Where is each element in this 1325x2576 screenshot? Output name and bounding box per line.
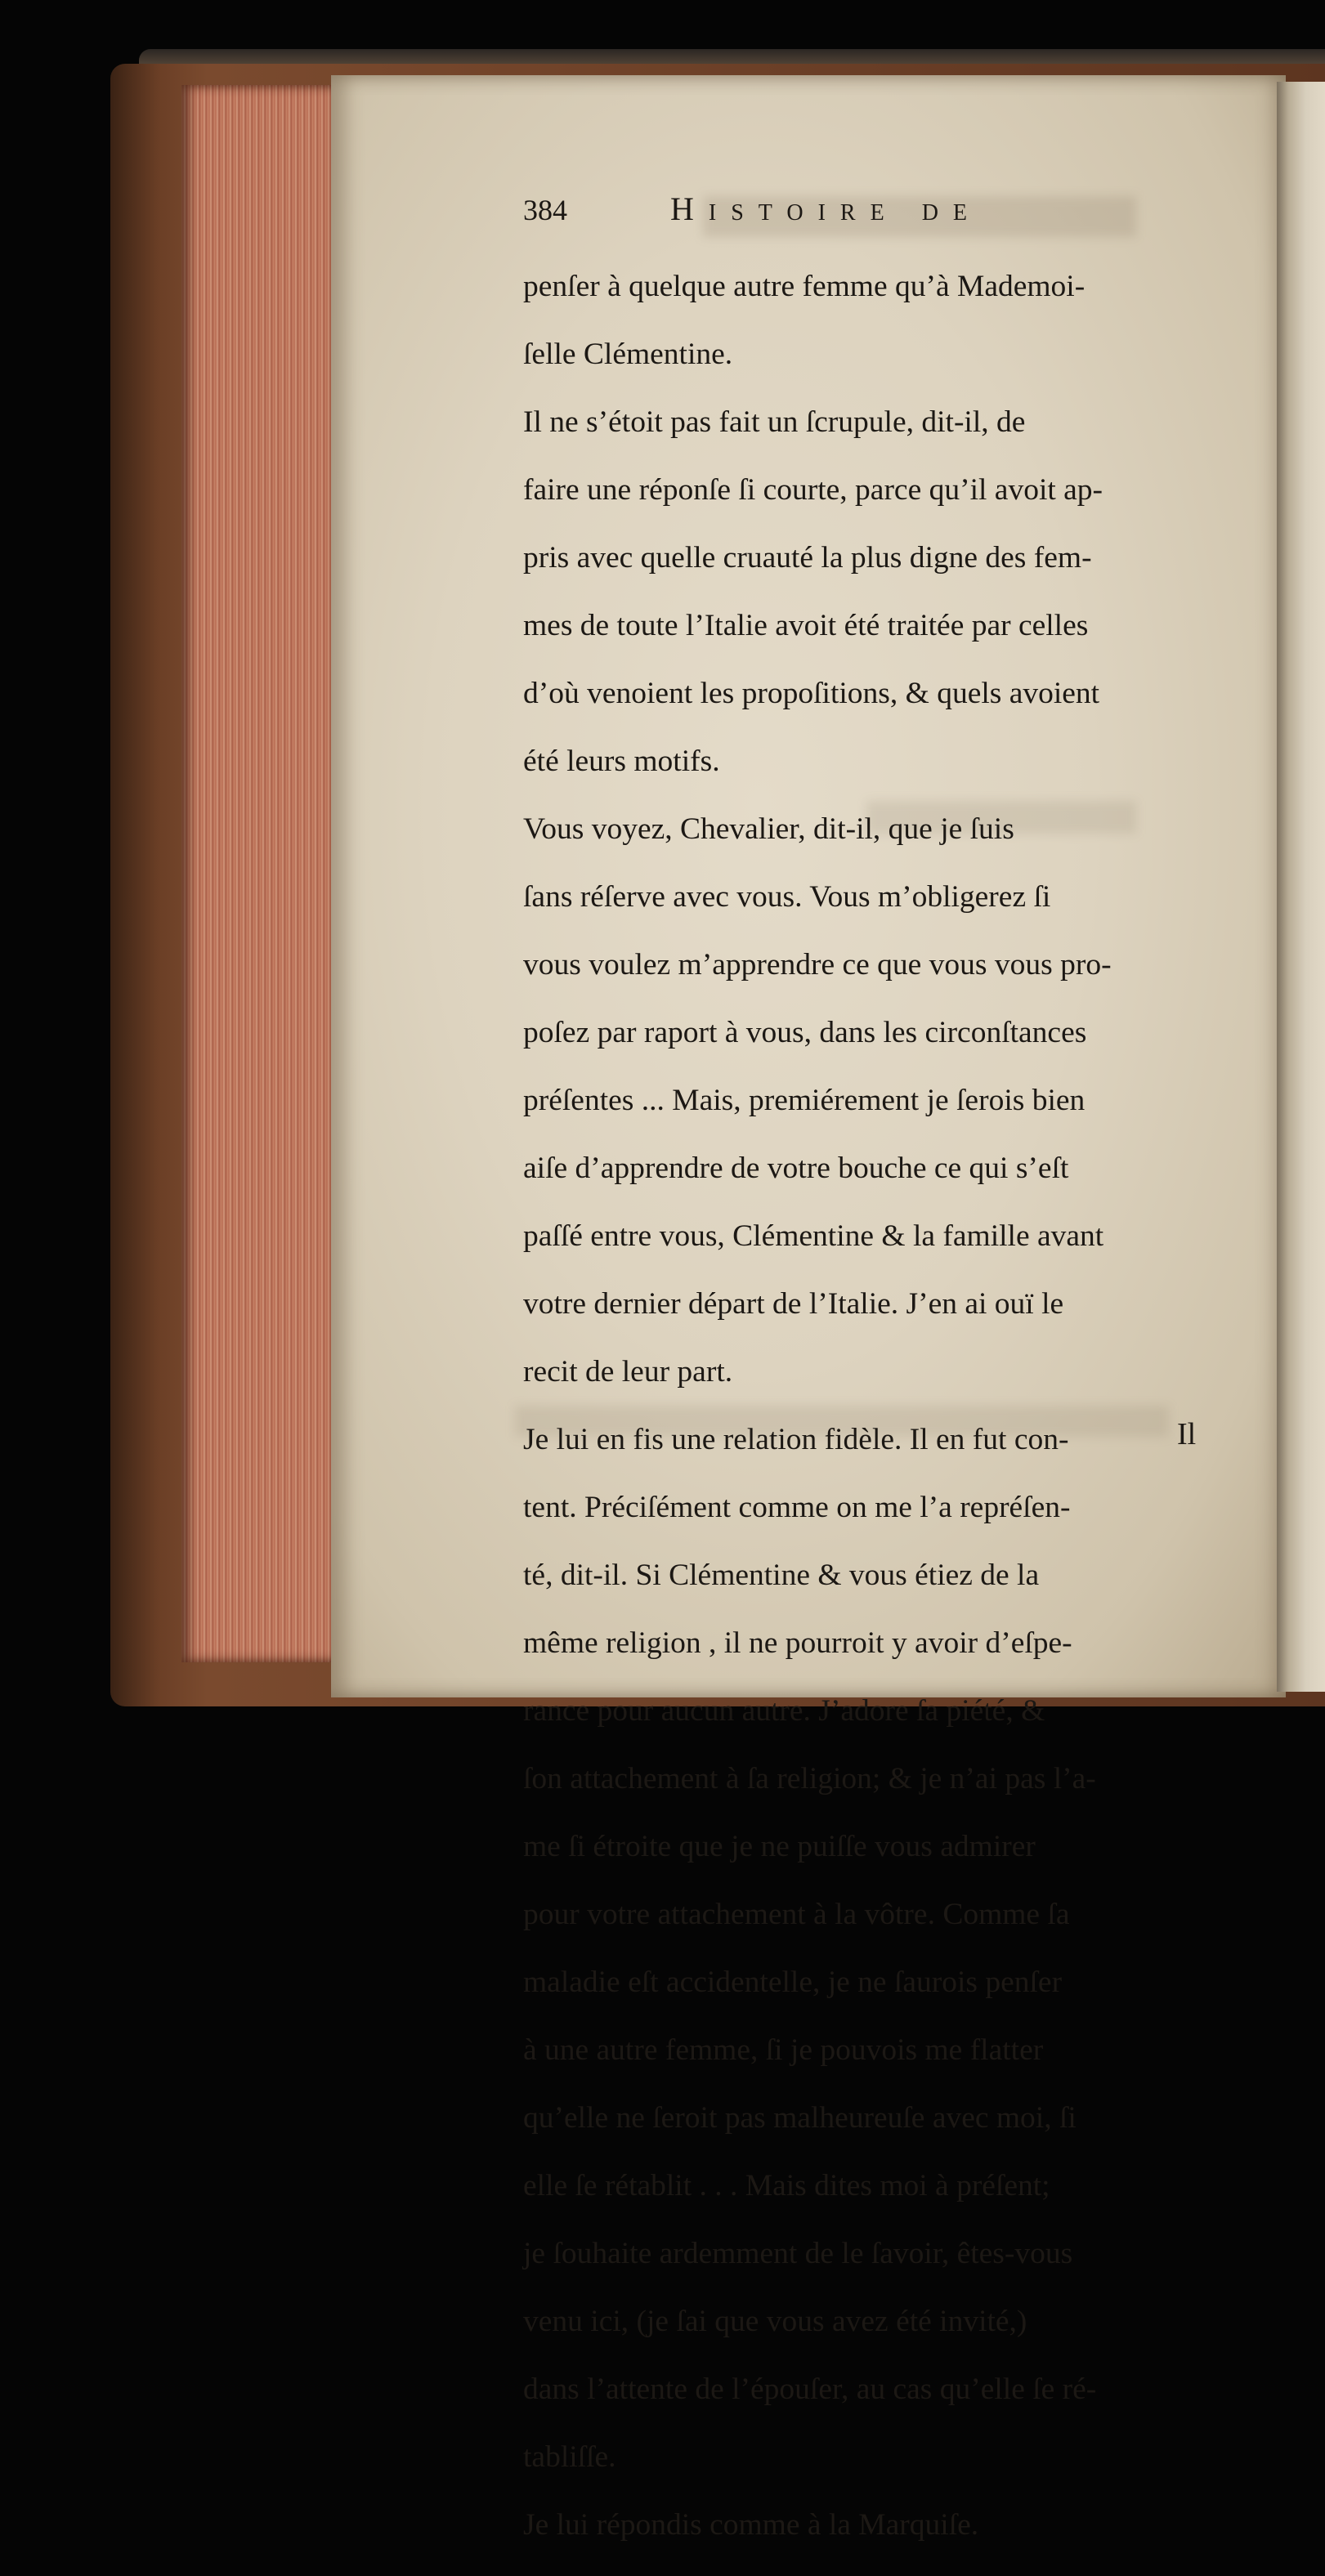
page-text-block [523, 190, 1210, 2576]
text-line: été leurs motifs. [523, 744, 720, 778]
text-line: recit de leur part. [523, 1354, 733, 1389]
text-line: Il ne s’étoit pas fait un ſcrupule, dit-il, de [523, 405, 1026, 439]
text-line: ſans réſerve avec vous. Vous m’obligerez ſi [523, 879, 1051, 914]
text-line: pour votre attachement à la vôtre. Comme ſa [523, 1897, 1070, 1931]
text-line: votre dernier départ de l’Italie. J’en ai ouï le [523, 1286, 1064, 1321]
text-line: ſelle Clémentine. [523, 337, 733, 371]
text-line: poſez par raport à vous, dans les circonſtances [523, 1015, 1087, 1049]
catchword: Il [1177, 1417, 1197, 1451]
facing-page-edge [1277, 82, 1325, 1692]
text-line: paſſé entre vous, Clémentine & la famille avant [523, 1219, 1104, 1253]
text-line: vous voulez m’apprendre ce que vous vous pro- [523, 947, 1112, 982]
text-line: elle ſe rétablit . . . Mais dites moi à préſent; [523, 2168, 1050, 2203]
text-line: tent. Préciſément comme on me l’a repréſen- [523, 1490, 1071, 1524]
text-line: me ſi étroite que je ne puiſſe vous admirer [523, 1829, 1036, 1863]
text-line: Je lui en fis une relation fidèle. Il en fut con- [523, 1422, 1069, 1456]
text-line: té, dit-il. Si Clémentine & vous étiez de la [523, 1558, 1040, 1592]
text-line: penſer à quelque autre femme qu’à Mademoi- [523, 269, 1086, 303]
text-line: préſentes ... Mais, premiérement je ſerois bien [523, 1083, 1086, 1117]
page-number: 384 [523, 194, 567, 226]
text-line: maladie eſt accidentelle, je ne ſaurois penſer [523, 1965, 1063, 1999]
text-line: aiſe d’apprendre de votre bouche ce qui s’eſt [523, 1151, 1069, 1185]
text-line: faire une réponſe ſi courte, parce qu’il avoit ap- [523, 472, 1103, 507]
text-line: pris avec quelle cruauté la plus digne des fem- [523, 540, 1092, 575]
text-line: ſon attachement à ſa religion; & je n’ai pas l’a- [523, 1761, 1096, 1796]
text-line: à une autre femme, ſi je pouvois me flatter [523, 2033, 1044, 2067]
text-line: venu ici, (je ſai que vous avez été invité,) [523, 2304, 1027, 2338]
text-line: je ſouhaite ardemment de le ſavoir, êtes-vous [523, 2236, 1073, 2270]
running-head [523, 190, 1210, 235]
text-line: Vous voyez, Chevalier, dit-il, que je ſuis [523, 812, 1014, 846]
page-edges [181, 85, 343, 1662]
text-line: qu’elle ne ſeroit pas malheureuſe avec moi, ſi [523, 2100, 1077, 2135]
text-line: Je lui répondis comme à la Marquiſe. [523, 2507, 979, 2542]
text-line: d’où venoient les propoſitions, & quels avoient [523, 676, 1100, 710]
text-line: même religion , il ne pourroit y avoir d’eſpe- [523, 1626, 1072, 1660]
text-line: dans l’attente de l’épouſer, au cas qu’elle ſe ré- [523, 2372, 1097, 2406]
text-line: mes de toute l’Italie avoit été traitée par celles [523, 608, 1089, 642]
body-text [523, 235, 1210, 2576]
running-title: Histoire de [670, 190, 983, 227]
text-line: tabliſſe. [523, 2440, 616, 2474]
text-line: rance pour aucun autre. J’adore ſa piété, & [523, 1693, 1045, 1728]
